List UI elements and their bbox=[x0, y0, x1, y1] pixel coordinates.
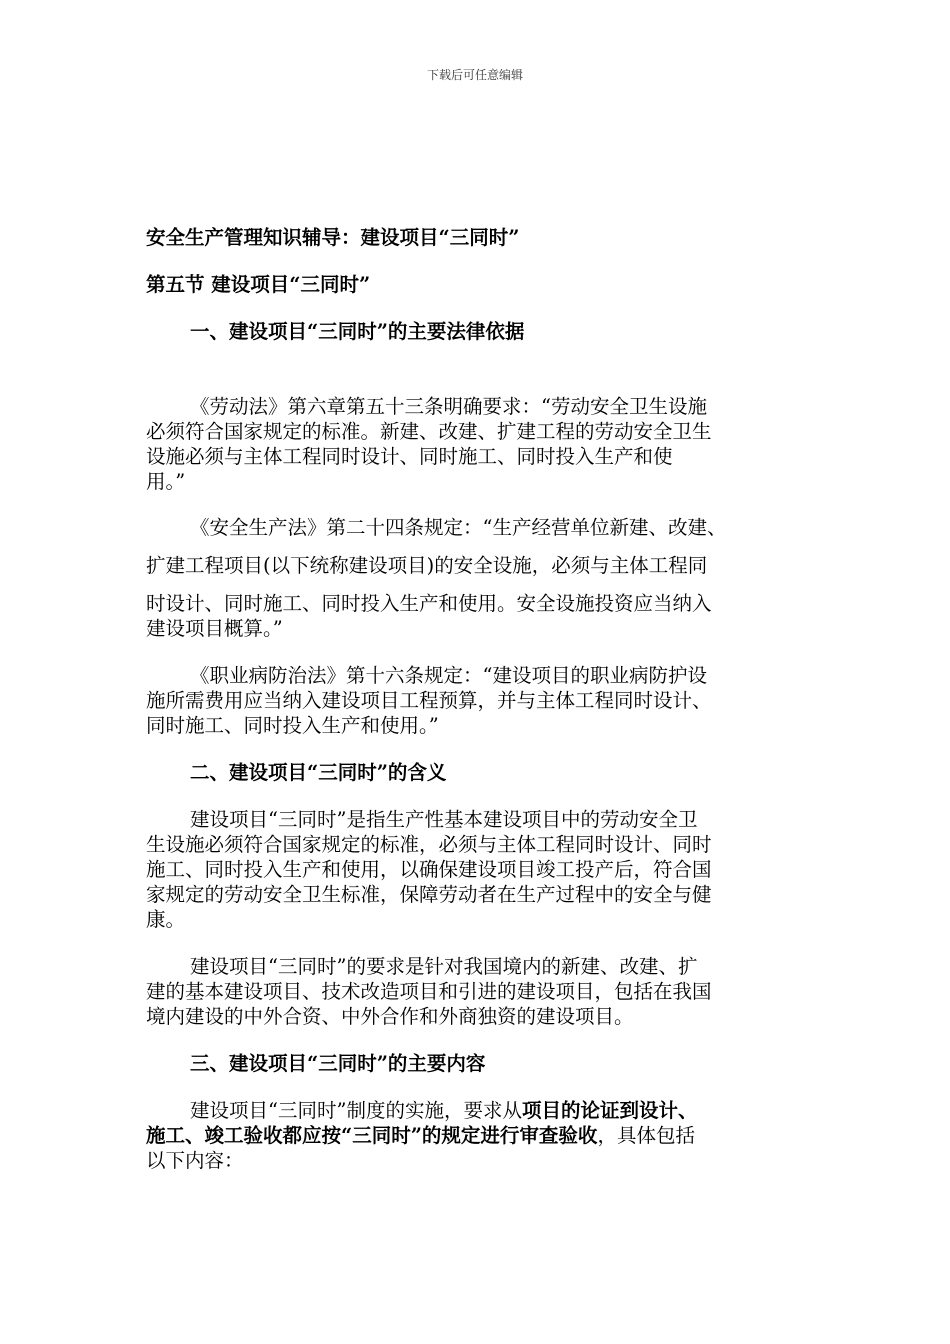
p3-line: 《职业病防治法》第十六条规定：“建设项目的职业病防护设 bbox=[190, 664, 707, 687]
p4-line: 家规定的劳动安全卫生标准，保障劳动者在生产过程中的安全与健 bbox=[146, 883, 712, 906]
p6-line bbox=[146, 1124, 695, 1148]
section-heading: 第五节 建设项目“三同时” bbox=[146, 273, 371, 296]
p2-line: 时设计、同时施工、同时投入生产和使用。安全设施投资应当纳入 bbox=[146, 592, 712, 615]
p4-line: 施工、同时投入生产和使用，以确保建设项目竣工投产后，符合国 bbox=[146, 858, 712, 881]
p6-emphasis: 施工、竣工验收都应按“三同时”的规定进行审查验收 bbox=[146, 1124, 598, 1147]
document-title: 安全生产管理知识辅导：建设项目“三同时” bbox=[146, 226, 520, 249]
heading-2: 二、建设项目“三同时”的含义 bbox=[190, 761, 447, 784]
p4-line: 建设项目“三同时”是指生产性基本建设项目中的劳动安全卫 bbox=[190, 808, 698, 831]
p1-line: 用。” bbox=[146, 470, 186, 493]
p2-line: 扩建工程项目(以下统称建设项目)的安全设施，必须与主体工程同 bbox=[146, 554, 708, 577]
p1-line: 必须符合国家规定的标准。新建、改建、扩建工程的劳动安全卫生 bbox=[146, 420, 712, 443]
p4-line: 生设施必须符合国家规定的标准，必须与主体工程同时设计、同时 bbox=[146, 833, 712, 856]
heading-3: 三、建设项目“三同时”的主要内容 bbox=[190, 1052, 486, 1075]
p3-line: 施所需费用应当纳入建设项目工程预算，并与主体工程同时设计、 bbox=[146, 689, 712, 712]
p6-line bbox=[190, 1099, 697, 1123]
page-header: 下载后可任意编辑 bbox=[426, 68, 523, 82]
p6-text: ，具体包括 bbox=[597, 1124, 695, 1147]
p4-line: 康。 bbox=[146, 908, 186, 931]
p6-line: 以下内容： bbox=[146, 1149, 244, 1172]
p6-text: 建设项目“三同时”制度的实施，要求从 bbox=[190, 1099, 522, 1122]
p3-line: 同时施工、同时投入生产和使用。” bbox=[146, 714, 439, 737]
p2-line: 建设项目概算。” bbox=[146, 617, 283, 640]
p6-emphasis: 项目的论证到设计、 bbox=[521, 1099, 698, 1122]
p1-line: 《劳动法》第六章第五十三条明确要求：“劳动安全卫生设施 bbox=[190, 395, 707, 418]
p5-line: 建的基本建设项目、技术改造项目和引进的建设项目，包括在我国 bbox=[146, 980, 712, 1003]
p5-line: 境内建设的中外合资、中外合作和外商独资的建设项目。 bbox=[146, 1005, 634, 1028]
p2-line: 《安全生产法》第二十四条规定：“生产经营单位新建、改建、 bbox=[190, 516, 727, 539]
p5-line: 建设项目“三同时”的要求是针对我国境内的新建、改建、扩 bbox=[190, 955, 698, 978]
heading-1: 一、建设项目“三同时”的主要法律依据 bbox=[190, 320, 525, 343]
p1-line: 设施必须与主体工程同时设计、同时施工、同时投入生产和使 bbox=[146, 445, 673, 468]
